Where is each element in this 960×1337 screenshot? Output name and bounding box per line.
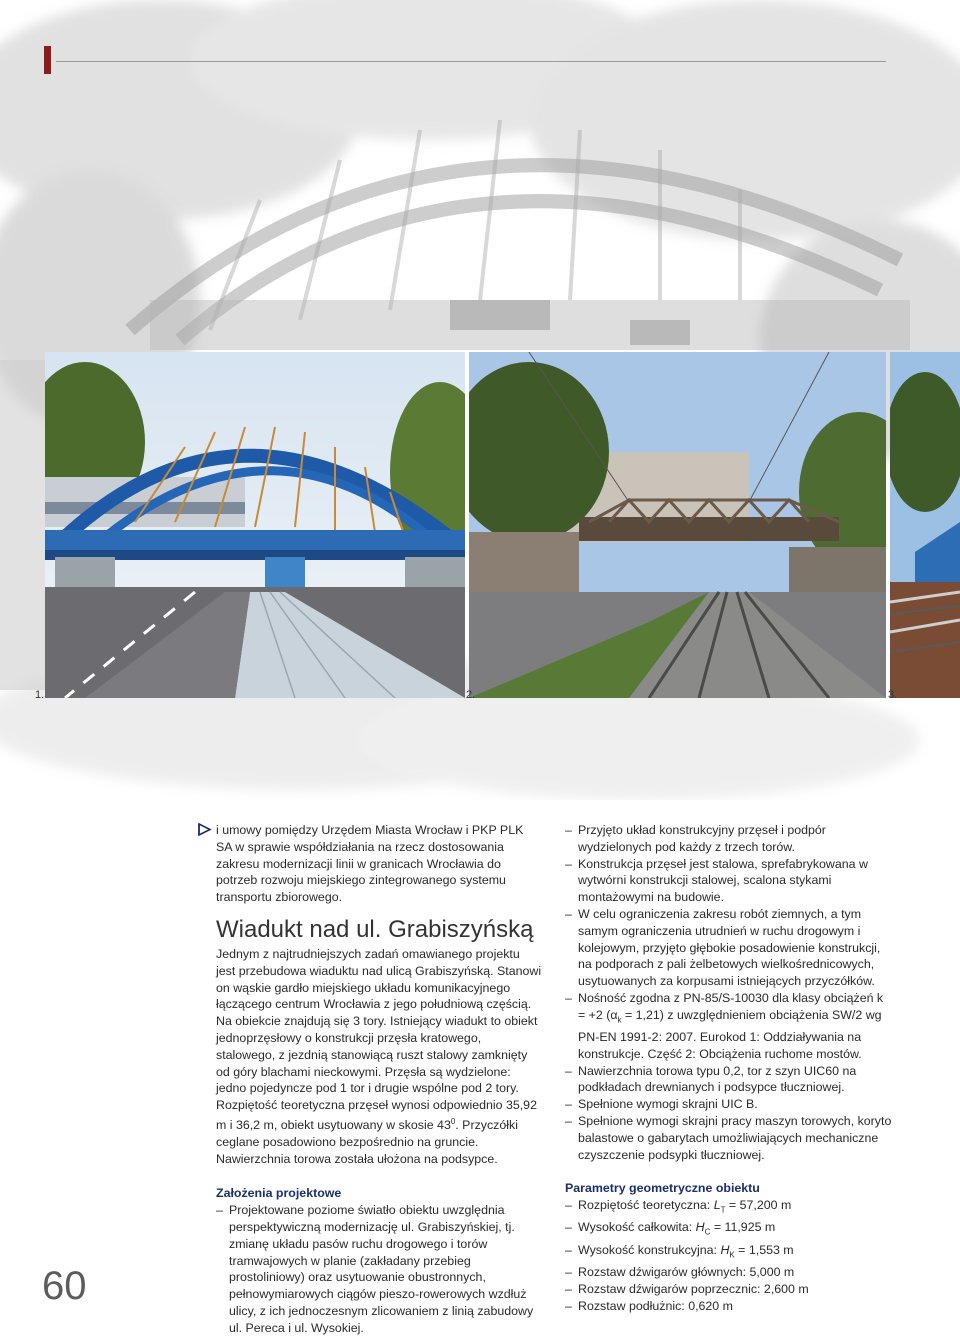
- list-item: – W celu ograniczenia zakresu robót ziemnych, a tym samym ograniczenia utrudnień w ruchu drogowym i kolejowym, przyjęto głębokie posadowienie konstrukcji, na podporach z pali żelbetowych wielkośrednicowych, usytuowanych za korpusami istniejących przyczółków.: [565, 906, 893, 990]
- design-assumptions-list: [565, 822, 893, 1163]
- geometry-title: Parametry geometryczne obiektu: [565, 1181, 760, 1196]
- list-item: – Przyjęto układ konstrukcyjny przęseł i podpór wydzielonych pod każdy z trzech torów.: [565, 822, 893, 856]
- photo-label-2: 2.: [466, 689, 476, 701]
- continuation-arrow-icon: [198, 823, 212, 836]
- intro-paragraph: [216, 822, 542, 906]
- photo-label-1: 1.: [35, 689, 45, 701]
- header-rule: [56, 61, 886, 62]
- list-item-load-class: – Nośność zgodna z PN-85/S-10030 dla klasy obciążeń k = +2 $(\alpha_k = 1,21)$ z uwzględnieniem obciążenia SW/2 wg PN-EN 1991-2: 2007. Eurokod 1: Oddziaływania na konstrukcje. Część 2: Obciążenia ruchome mostów.: [565, 990, 893, 1063]
- list-item: – Projektowane poziome światło obiektu uwzględnia perspektywiczną modernizację ul. Grabiszyńskiej, tj. zmianę układu pasów ruchu drogowego i torów tramwajowych w planie (zakładany przebieg prostoliniowy) oraz usytuowanie obustronnych, pełnowymiarowych ciągów pieszo-rowerowych wzdłuż ulicy, z ich jednoczesnym zlicowaniem z linią zabudowy ul. Pereca i ul. Wysokiej.: [216, 1202, 542, 1336]
- geometry-item: – Rozpiętość teoretyczna: $L_T = 57,200$ m: [565, 1197, 893, 1219]
- section-paragraph: Jednym z najtrudniejszych zadań omawianego projektu jest przebudowa wiaduktu nad ulicą Grabiszyńską. Stanowi on wąskie gardło miejskiego układu komunikacyjnego łączącego centrum Wrocławia z jego południową częścią. Na obiekcie znajdują się 3 tory. Istniejący wiadukt to obiekt jednoprzęsłowy o konstrukcji przęsła kratowego, stalowego, z jezdnią stanowiącą ruszt stalowy zamknięty od góry blachami nieckowymi. Przęsła są wydzielone: jedno pojedyncze pod 1 tor i drugie wspólne pod 2 tory. Rozpiętość teoretyczna przęseł wynosi odpowiednio 35,92 m i 36,2 m, obiekt usytuowany w skosie $43^0$. Przyczółki ceglane posadowiono bezpośrednio na gruncie. Nawierzchnia torowa została ułożona na podsypce.: [216, 946, 542, 1166]
- right-text-column: [565, 822, 893, 1314]
- geometry-item: – Wysokość konstrukcyjna: $H_K = 1,553$ m: [565, 1242, 893, 1264]
- list-item: – Konstrukcja przęseł jest stalowa, sprefabrykowana w wytwórni konstrukcji stalowej, scalona stykami montażowymi na budowie.: [565, 856, 893, 906]
- page-number: 60: [42, 1264, 87, 1308]
- assumptions-title: Założenia projektowe: [216, 1186, 342, 1201]
- section-title: Wiadukt nad ul. Grabiszyńską: [216, 915, 534, 943]
- geometry-item: – Rozstaw podłużnic: 0,620 m: [565, 1298, 893, 1315]
- geometry-item: – Wysokość całkowita: $H_C = 11,925$ m: [565, 1219, 893, 1241]
- geometry-item: – Rozstaw dźwigarów poprzecznic: 2,600 m: [565, 1281, 893, 1298]
- photo-label-3: 3.: [888, 689, 898, 701]
- geometry-item: – Rozstaw dźwigarów głównych: 5,000 m: [565, 1264, 893, 1281]
- list-item: – Spełnione wymogi skrajni UIC B.: [565, 1096, 893, 1113]
- assumptions-list: [216, 1202, 542, 1336]
- photo-railway-track: [890, 352, 960, 698]
- list-item: – Nawierzchnia torowa typu 0,2, tor z szyn UIC60 na podkładach drewnianych i podsypce tłuczniowej.: [565, 1063, 893, 1097]
- geometry-list: [565, 1197, 893, 1314]
- intro-text: i umowy pomiędzy Urzędem Miasta Wrocław i PKP PLK SA w sprawie współdziałania na rzecz dostosowania zakresu modernizacji linii w granicach Wrocławia do potrzeb rozwoju miejskiego zintegrowanego systemu transportu zbiorowego.: [216, 823, 524, 905]
- list-item: – Spełnione wymogi skrajni pracy maszyn torowych, koryto balastowe o gabarytach umożliwiających mechaniczne czyszczenie podsypki tłuczniowej.: [565, 1113, 893, 1163]
- photo-existing-truss-bridge: [469, 352, 886, 698]
- left-text-column: [216, 822, 542, 1337]
- photo-new-bridge-visualization: [45, 352, 465, 698]
- header-accent-bar: [44, 46, 51, 74]
